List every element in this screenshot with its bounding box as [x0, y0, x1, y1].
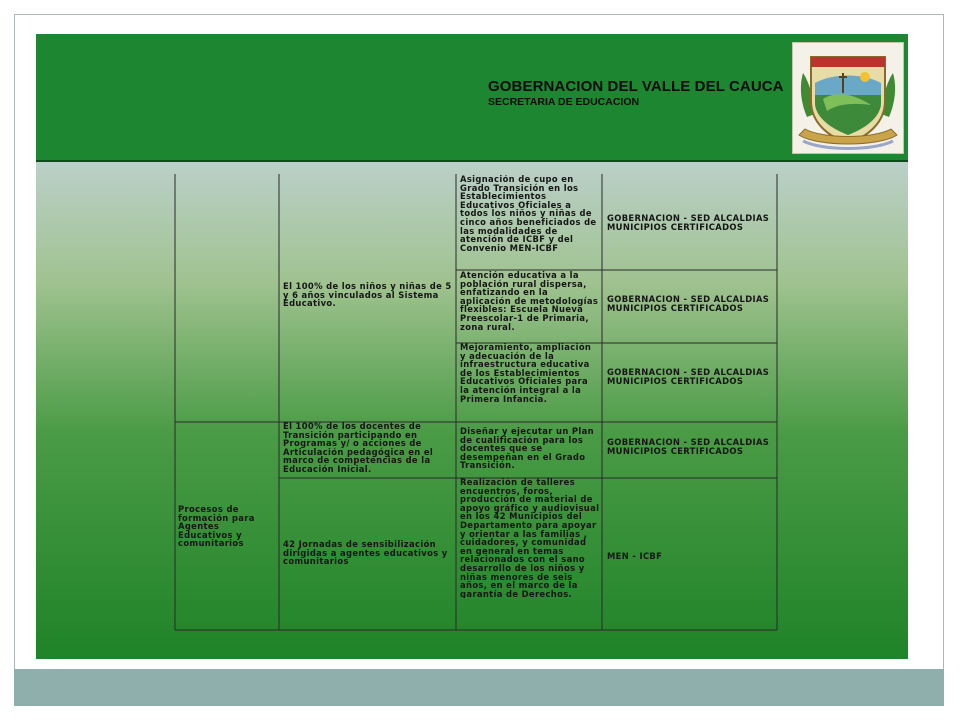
responsible-cell: MEN - ICBF: [607, 552, 663, 561]
header-banner: [36, 34, 908, 162]
action-cell: Diseñar y ejecutar un Plan de cualificación para los docentes que se desempeñan en el Grado Transición.: [460, 427, 594, 470]
footer-band: [14, 669, 944, 706]
goal-cell: El 100% de los niños y niñas de 5 y 6 años vinculados al Sistema Educativo.: [283, 282, 452, 308]
responsible-cell: GOBERNACION - SED ALCALDIAS MUNICIPIOS CERTIFICADOS: [607, 295, 770, 313]
category-cell: Procesos de formación para Agentes Educativos y comunitarios: [178, 505, 255, 548]
responsible-cell: GOBERNACION - SED ALCALDIAS MUNICIPIOS CERTIFICADOS: [607, 214, 770, 232]
responsible-cell: GOBERNACION - SED ALCALDIAS MUNICIPIOS CERTIFICADOS: [607, 438, 770, 456]
action-cell: Realización de talleres encuentros, foros, producción de material de apoyo gráfico y audiovisual en los 42 Municipios del Departamento para apoyar y orientar a las familias , cuidadores, y comunidad en general en temas relacionados con el sano desarrollo de los niños y niñas menores de seis años, en el marco de la garantía de Derechos.: [460, 478, 600, 599]
action-cell: Asignación de cupo en Grado Transición en los Establecimientos Educativos Oficiales a todos los niños y niñas de cinco años beneficiados de las modalidades de atención de ICBF y del Convenio MEN-ICBF: [460, 175, 597, 253]
page-subtitle: SECRETARIA DE EDUCACION: [488, 96, 640, 108]
page-title: GOBERNACION DEL VALLE DEL CAUCA: [488, 78, 784, 95]
action-cell: Mejoramiento, ampliación y adecuación de la infraestructura educativa de los Establecimientos Educativos Oficiales para la atención integral a la Primera Infancia.: [460, 343, 592, 404]
action-cell: Atención educativa a la población rural dispersa, enfatizando en la aplicación de metodologías flexibles: Escuela Nueva Preescolar-1 de Primaria, zona rural.: [460, 271, 599, 332]
goal-cell: El 100% de los docentes de Transición participando en Programas y/ o acciones de Articulación pedagógica en el marco de competencias de la Educación Inicial.: [283, 422, 434, 474]
valle-del-cauca-crest-icon: [792, 42, 904, 154]
slide: [36, 34, 908, 659]
goal-cell: 42 Jornadas de sensibilización dirigidas a agentes educativos y comunitarios: [283, 540, 448, 566]
responsible-cell: GOBERNACION - SED ALCALDIAS MUNICIPIOS CERTIFICADOS: [607, 368, 770, 386]
